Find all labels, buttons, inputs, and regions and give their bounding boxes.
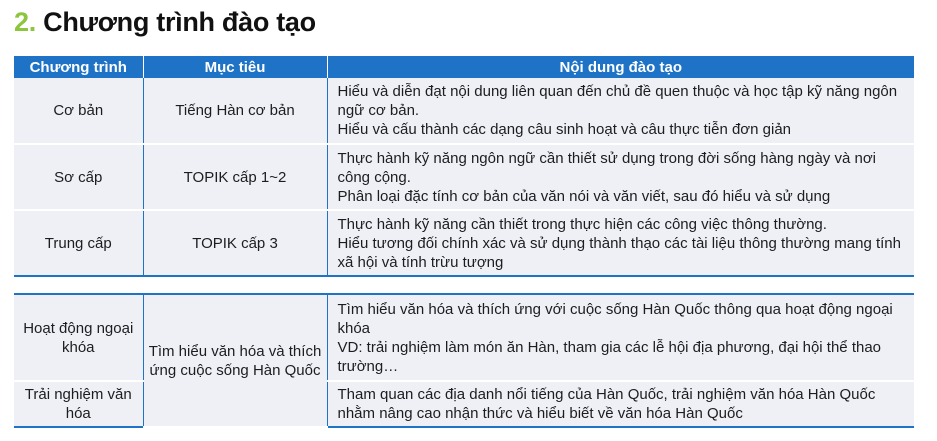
header-program: Chương trình — [14, 56, 143, 78]
content-line: Hiểu tương đối chính xác và sử dụng thành thạo các tài liệu thông thường mang tính xã hội và tính trừu tượng — [337, 234, 901, 271]
goal-cell: TOPIK cấp 1~2 — [143, 144, 327, 210]
content-cell — [327, 78, 914, 144]
content-cell — [327, 294, 914, 381]
program-cell: Hoạt động ngoại khóa — [14, 294, 143, 381]
content-cell — [327, 381, 914, 427]
program-cell: Sơ cấp — [14, 144, 143, 210]
section-title — [14, 2, 316, 42]
content-cell — [327, 210, 914, 276]
content-line: Hiểu và cấu thành các dạng câu sinh hoạt và câu thực tiễn đơn giản — [337, 121, 792, 138]
program-cell: Trải nghiệm văn hóa — [14, 381, 143, 427]
content-line: Thực hành kỹ năng cần thiết trong thực hiện các công việc thông thường. — [337, 215, 827, 233]
header-goal: Mục tiêu — [143, 56, 327, 78]
content-line: Tìm hiểu văn hóa và thích ứng với cuộc sống Hàn Quốc thông qua hoạt động ngoại khóa — [337, 300, 893, 337]
content-line: VD: trải nghiệm làm món ăn Hàn, tham gia các lễ hội địa phương, đại hội thể thao trường… — [337, 338, 882, 375]
goal-cell: Tìm hiểu văn hóa và thích ứng cuộc sống Hàn Quốc — [143, 294, 327, 427]
content-line: Thực hành kỹ năng ngôn ngữ cần thiết sử dụng trong đời sống hàng ngày và nơi công cộng. — [337, 149, 876, 186]
culture-program-table — [14, 293, 914, 428]
content-line: Phân loại đặc tính cơ bản của văn nói và văn viết, sau đó hiểu và sử dụng — [337, 187, 831, 205]
program-cell: Cơ bản — [14, 78, 143, 144]
training-program-table — [14, 56, 914, 277]
table-row — [14, 210, 914, 276]
section-heading-text: Chương trình đào tạo — [43, 7, 316, 37]
header-content: Nội dung đào tạo — [327, 56, 914, 78]
content-cell — [327, 144, 914, 210]
goal-cell: Tiếng Hàn cơ bản — [143, 78, 327, 144]
table-row — [14, 294, 914, 381]
goal-cell: TOPIK cấp 3 — [143, 210, 327, 276]
program-cell: Trung cấp — [14, 210, 143, 276]
section-number: 2. — [14, 7, 36, 37]
table-row — [14, 78, 914, 144]
table-row — [14, 144, 914, 210]
content-line: Hiểu và diễn đạt nội dung liên quan đến chủ đề quen thuộc và học tập kỹ năng ngôn ngữ cơ bản. — [337, 83, 898, 119]
content-line: Tham quan các địa danh nổi tiếng của Hàn Quốc, trải nghiệm văn hóa Hàn Quốc nhằm nâng cao nhận thức và hiểu biết về văn hóa Hàn Quốc — [337, 386, 876, 422]
table-header-row — [14, 56, 914, 78]
